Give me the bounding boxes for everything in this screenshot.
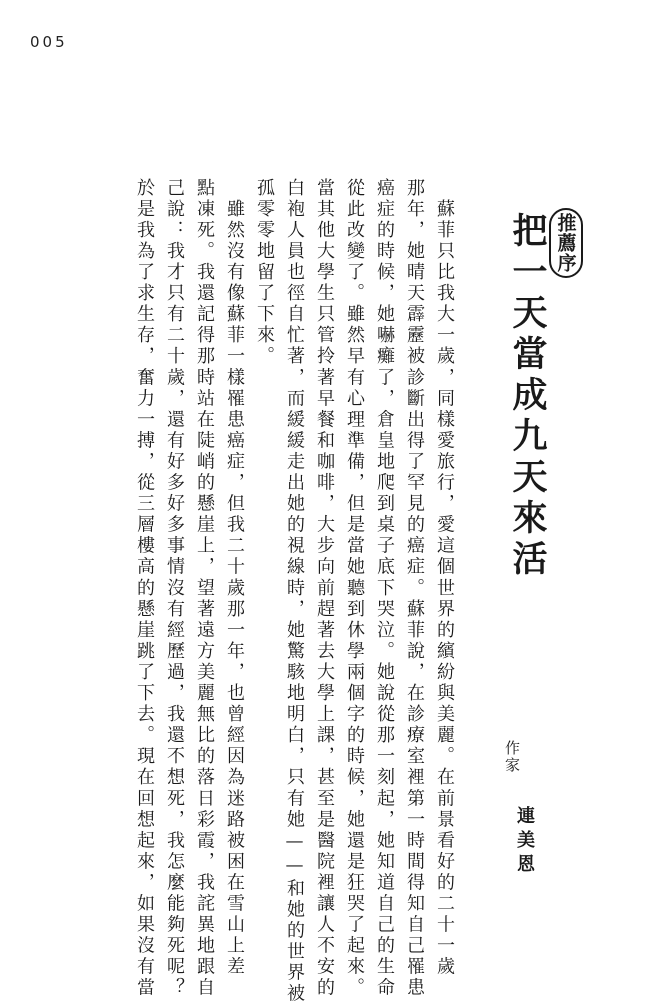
body-column-8: 雖然沒有像蘇菲一樣罹患癌症，但我二十歲那一年，也曾經因為迷路被困在雪山上差	[224, 178, 245, 978]
body-column-4: 從此改變了。雖然早有心理準備，但是當她聽到休學兩個字的時候，她還是狂哭了起來。	[344, 178, 365, 999]
author-role: 作家	[503, 740, 521, 774]
author-name: 連美恩	[514, 806, 535, 878]
body-column-3: 癌症的時候，她嚇癱了，倉皇地爬到桌子底下哭泣。她說從那一刻起，她知道自己的生命	[374, 178, 395, 999]
body-column-6: 白袍人員也徑自忙著，而緩緩走出她的視線時，她驚駭地明白，只有她——和她的世界被	[284, 178, 305, 1005]
body-column-1: 蘇菲只比我大一歲，同樣愛旅行，愛這個世界的繽紛與美麗。在前景看好的二十一歲	[434, 178, 455, 978]
chapter-title: 把一天當成九天來活	[507, 212, 548, 581]
preface-label-badge	[549, 208, 583, 278]
preface-label: 推薦序	[554, 213, 577, 273]
body-column-11: 於是我為了求生存，奮力一搏，從三層樓高的懸崖跳了下去。現在回想起來，如果沒有當	[134, 178, 155, 999]
body-column-2: 那年，她晴天霹靂被診斷出得了罕見的癌症。蘇菲說，在診療室裡第一時間得知自己罹患	[404, 178, 425, 999]
body-column-7: 孤零零地留了下來。	[254, 178, 275, 368]
body-column-9: 點凍死。我還記得那時站在陡峭的懸崖上，望著遠方美麗無比的落日彩霞，我詫異地跟自	[194, 178, 215, 999]
page-number: 005	[30, 33, 68, 51]
body-column-5: 當其他大學生只管拎著早餐和咖啡，大步向前趕著去大學上課，甚至是醫院裡讓人不安的	[314, 178, 335, 999]
body-column-10: 己說：我才只有二十歲，還有好多好多事情沒有經歷過，我還不想死，我怎麼能夠死呢？	[164, 178, 185, 999]
